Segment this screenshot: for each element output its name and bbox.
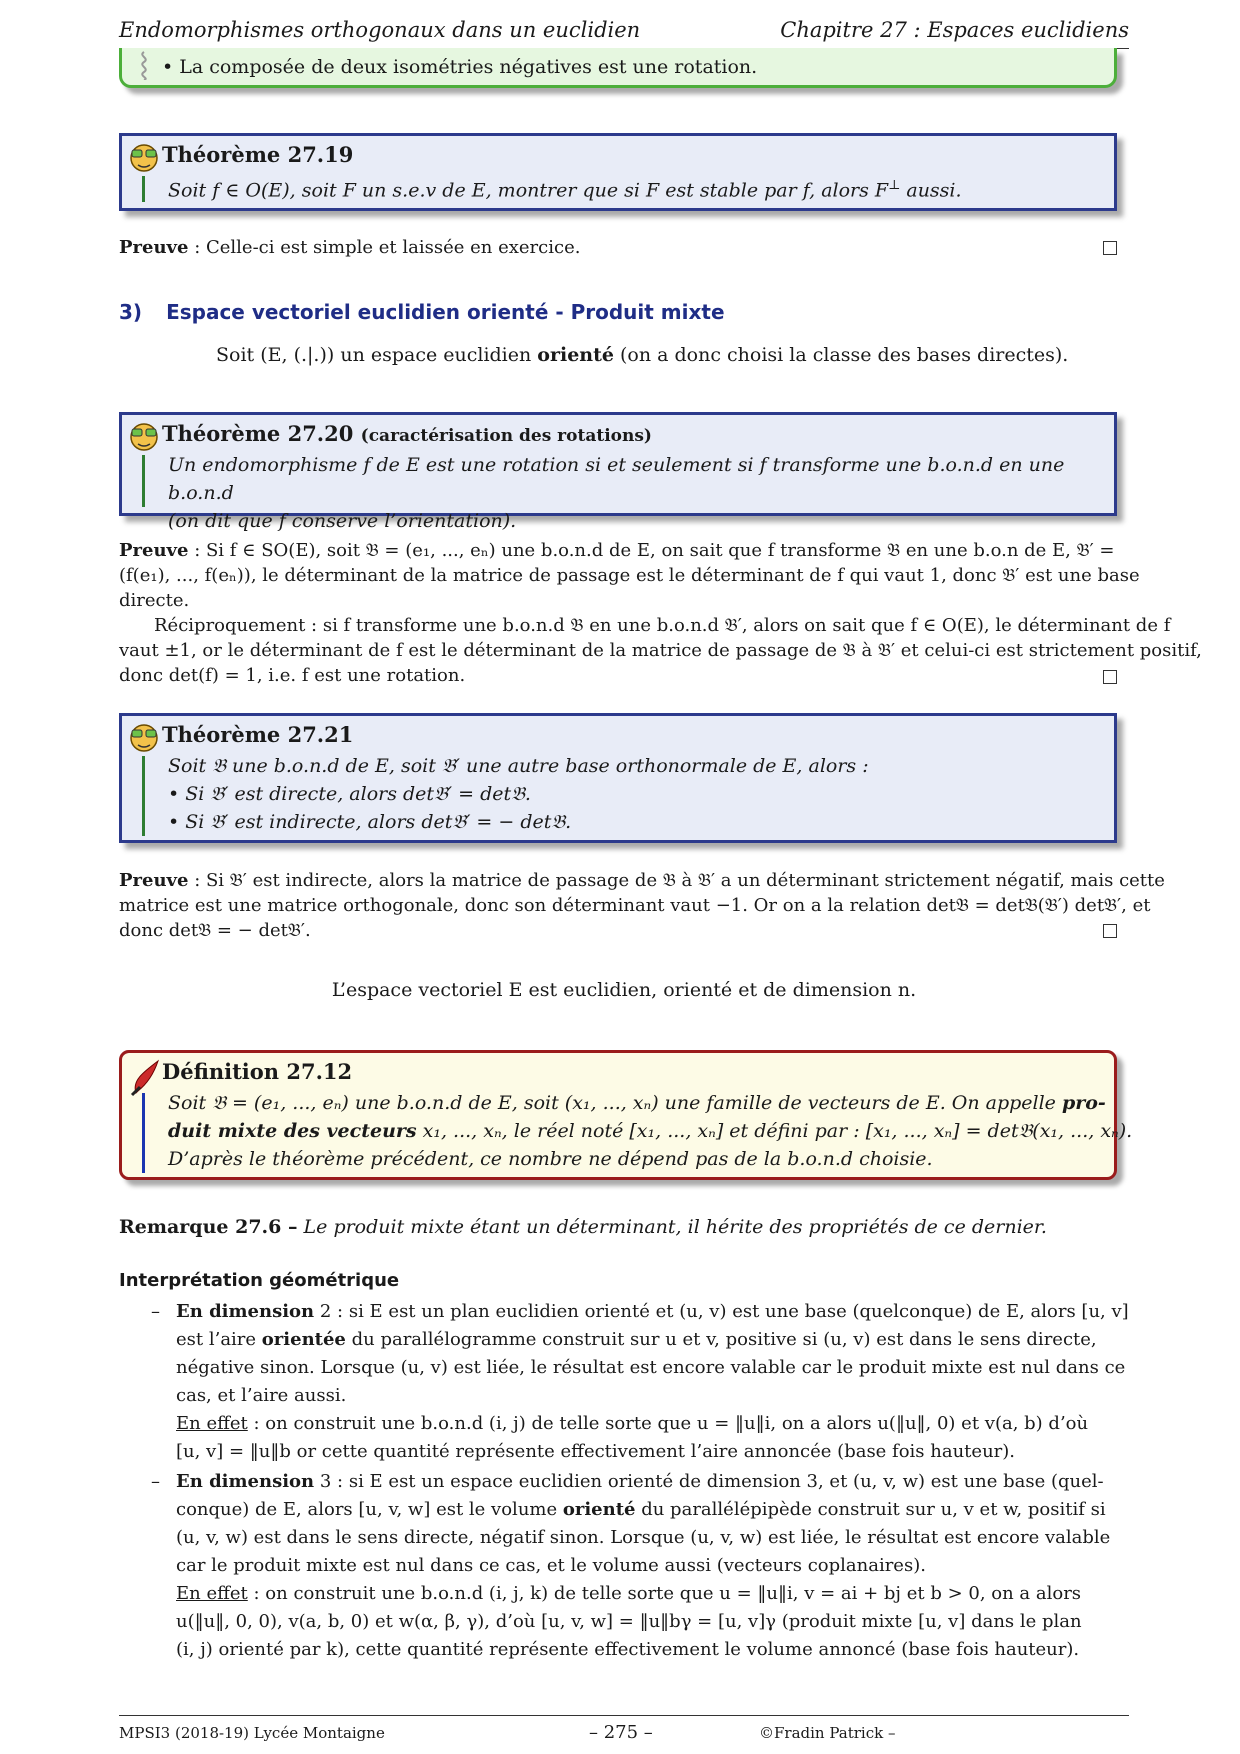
definition-body: Soit 𝔅 = (e₁, ..., eₙ) une b.o.n.d de E, soit (x₁, ..., xₙ) une famille de vecteurs de E. On appelle pro- duit mixte des vecteurs x₁, ..., xₙ, le réel noté [x₁, ..., xₙ] et défini par : [x₁, ..., xₙ] = det𝔅(x₁, ..., xₙ). D’après le théorème précédent, ce nombre ne dépend pas de la b.o.n.d choisie. xyxy=(168,1092,1133,1170)
section-intro: Soit (E, (.|.)) un espace euclidien orienté (on a donc choisi la classe des bases directes). xyxy=(216,344,1069,366)
carry-box xyxy=(119,48,1117,88)
scholar-face-icon xyxy=(128,721,160,753)
centered-statement: L’espace vectoriel E est euclidien, orienté et de dimension n. xyxy=(331,979,917,1001)
page xyxy=(119,0,1202,1754)
rule xyxy=(142,455,145,507)
rule xyxy=(142,756,145,836)
interp-dim3: – En dimension 3 : si E est un espace euclidien orienté de dimension 3, et (u, v, w) est une base (quel- conque) de E, alors [u, v, w] est le volume orienté du parallélépipède construit sur u, v et w, positif si (u, v, w) est dans le sens directe, négatif sinon. Lorsque (u, v, w) est liée, le résultat est encore valable car le produit mixte est nul dans ce cas, et le volume aussi (vecteurs coplanaires). En effet : on construit une b.o.n.d (i, j, k) de telle sorte que u = ‖u‖i, v = ai + bj et b > 0, on a alors u(‖u‖, 0, 0), v(a, b, 0) et w(α, β, γ), d’où [u, v, w] = ‖u‖bγ = [u, v]γ (produit mixte [u, v] dans le plan (i, j) orienté par k), cette quantité représente effectivement le volume annoncé (base fois hauteur). xyxy=(151,1471,1111,1660)
page-number: – 275 – xyxy=(589,1722,653,1743)
theorem-27-19 xyxy=(119,133,1117,211)
theorem-title: Théorème 27.19 xyxy=(162,142,354,167)
spring-icon xyxy=(136,50,152,80)
theorem-27-21 xyxy=(119,713,1117,843)
page-footer xyxy=(119,1715,1129,1743)
rule xyxy=(142,1093,145,1173)
qed-icon xyxy=(1103,670,1117,684)
footer-left: MPSI3 (2018-19) Lycée Montaigne xyxy=(119,1724,385,1742)
interp-heading: Interprétation géométrique xyxy=(119,1270,400,1291)
qed-icon xyxy=(1103,241,1117,255)
remark-27-6: Remarque 27.6 – Le produit mixte étant un déterminant, il hérite des propriétés de ce dernier. xyxy=(119,1216,1047,1238)
theorem-body: Soit f ∈ O(E), soit F un s.e.v de E, montrer que si F est stable par f, alors F⊥ aussi. xyxy=(168,178,962,202)
section-heading: 3) Espace vectoriel euclidien orienté - Produit mixte xyxy=(119,300,725,324)
scholar-face-icon xyxy=(128,141,160,173)
proof-27-19: Preuve : Celle-ci est simple et laissée en exercice. xyxy=(119,235,1129,260)
header-left: Endomorphismes orthogonaux dans un euclidien xyxy=(119,18,641,42)
definition-title: Définition 27.12 xyxy=(162,1059,353,1084)
footer-right: ©Fradin Patrick – xyxy=(759,1724,896,1742)
carry-text: • La composée de deux isométries négatives est une rotation. xyxy=(162,56,758,78)
theorem-title: Théorème 27.20 (caractérisation des rotations) xyxy=(162,421,652,446)
running-header xyxy=(119,18,1129,49)
theorem-27-20 xyxy=(119,412,1117,532)
quill-icon xyxy=(128,1059,162,1097)
theorem-body: Soit 𝔅 une b.o.n.d de E, soit 𝔅′ une autre base orthonormale de E, alors : • Si 𝔅′ est directe, alors det𝔅′ = det𝔅. • Si 𝔅′ est indirecte, alors det𝔅′ = − det𝔅. xyxy=(168,755,869,833)
scholar-face-icon xyxy=(128,420,160,452)
definition-27-12 xyxy=(119,1050,1133,1180)
theorem-body: Un endomorphisme f de E est une rotation si et seulement si f transforme une b.o.n.d en une b.o.n.d (on dit que f conserve l’orientation). xyxy=(168,454,1065,532)
proof-27-21: Preuve : Si 𝔅′ est indirecte, alors la matrice de passage de 𝔅 à 𝔅′ a un déterminant strictement négatif, mais cette matrice est une matrice orthogonale, donc son déterminant vaut −1. Or on a la relation det𝔅 = det𝔅(𝔅′) det𝔅′, et donc det𝔅 = − det𝔅′. xyxy=(119,870,1165,941)
interp-dim2: – En dimension 2 : si E est un plan euclidien orienté et (u, v) est une base (quelconque) de E, alors [u, v] est l’aire orientée du parallélogramme construit sur u et v, positive si (u, v) est dans le sens directe, négative sinon. Lorsque (u, v) est liée, le résultat est encore valable car le produit mixte est nul dans ce cas, et l’aire aussi. En effet : on construit une b.o.n.d (i, j) de telle sorte que u = ‖u‖i, on a alors u(‖u‖, 0) et v(a, b) d’où [u, v] = ‖u‖b or cette quantité représente effectivement l’aire annoncée (base fois hauteur). xyxy=(151,1301,1129,1462)
theorem-title: Théorème 27.21 xyxy=(162,722,354,747)
qed-icon xyxy=(1103,924,1117,938)
proof-27-20: Preuve : Si f ∈ SO(E), soit 𝔅 = (e₁, ..., eₙ) une b.o.n.d de E, on sait que f transforme 𝔅 en une b.o.n de E, 𝔅′ = (f(e₁), ..., f(eₙ)), le déterminant de la matrice de passage est le déterminant de f qui vaut 1, donc 𝔅′ est une base directe. Réciproquement : si f transforme une b.o.n.d 𝔅 en une b.o.n.d 𝔅′, alors on sait que f ∈ O(E), le déterminant de f vaut ±1, or le déterminant de f est le déterminant de la matrice de passage de 𝔅 à 𝔅′ et celui-ci est strictement positif, donc det(f) = 1, i.e. f est une rotation. xyxy=(119,540,1202,686)
rule xyxy=(142,176,145,202)
header-right: Chapitre 27 : Espaces euclidiens xyxy=(780,18,1129,42)
